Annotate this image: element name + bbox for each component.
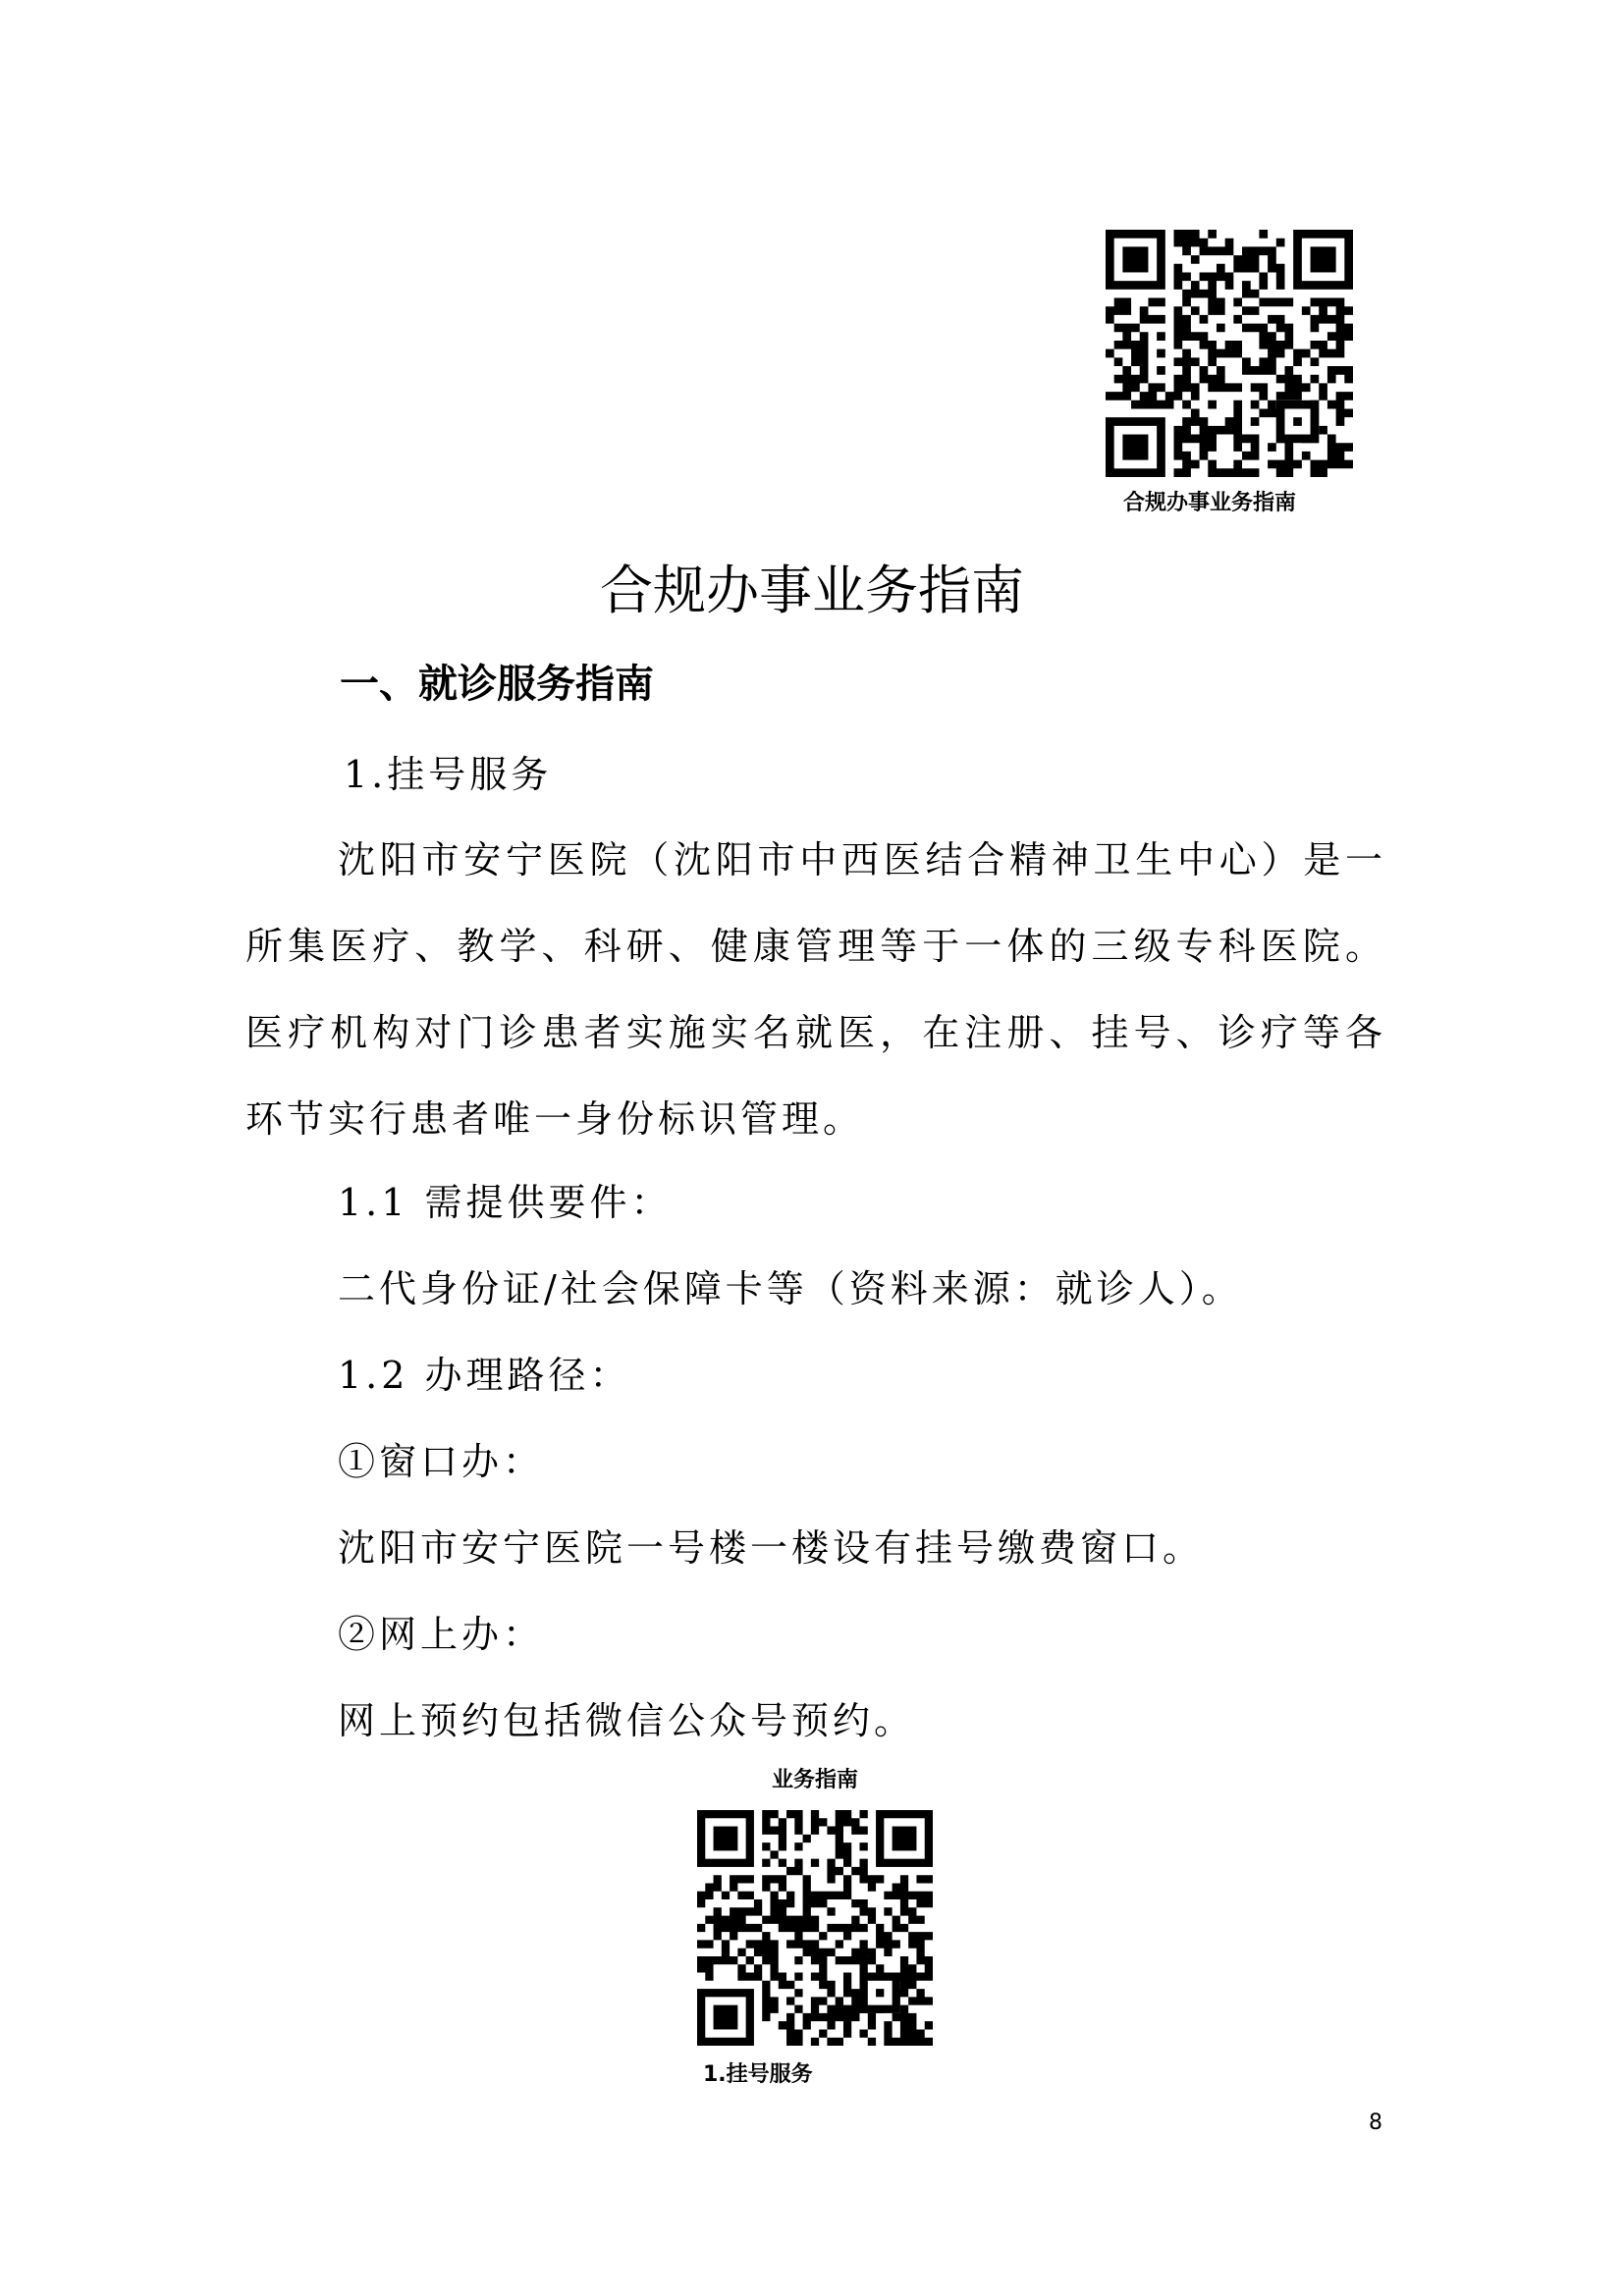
section-heading: 一、就诊服务指南 (340, 662, 654, 707)
window-heading: ①窗口办： (338, 1440, 545, 1483)
documents-heading: 1.1 需提供要件： (338, 1181, 673, 1224)
qr-caption-bottom-top: 业务指南 (772, 1768, 859, 1792)
path-heading: 1.2 办理路径： (338, 1354, 631, 1397)
window-text: 沈阳市安宁医院一号楼一楼设有挂号缴费窗口。 (338, 1526, 1205, 1570)
documents-text: 二代身份证/社会保障卡等（资料来源：就诊人）。 (338, 1267, 1243, 1310)
subsection-heading: 1.挂号服务 (344, 753, 553, 796)
intro-paragraph: 沈阳市安宁医院（沈阳市中西医结合精神卫生中心）是一所集医疗、教学、科研、健康管理等于一体的三级专科医院。医疗机构对门诊患者实施实名就医，在注册、挂号、诊疗等各环节实行患者唯一身份标识管理。 (245, 838, 1386, 1141)
online-heading: ②网上办： (338, 1613, 545, 1656)
qr-code-icon (697, 1810, 933, 2046)
qr-code-icon (1106, 230, 1353, 477)
qr-caption-bottom: 1.挂号服务 (703, 2062, 813, 2087)
page-title: 合规办事业务指南 (600, 560, 1024, 621)
qr-caption-top: 合规办事业务指南 (1123, 491, 1297, 515)
online-text: 网上预约包括微信公众号预约。 (338, 1699, 916, 1742)
page-number: 8 (1369, 2110, 1382, 2135)
